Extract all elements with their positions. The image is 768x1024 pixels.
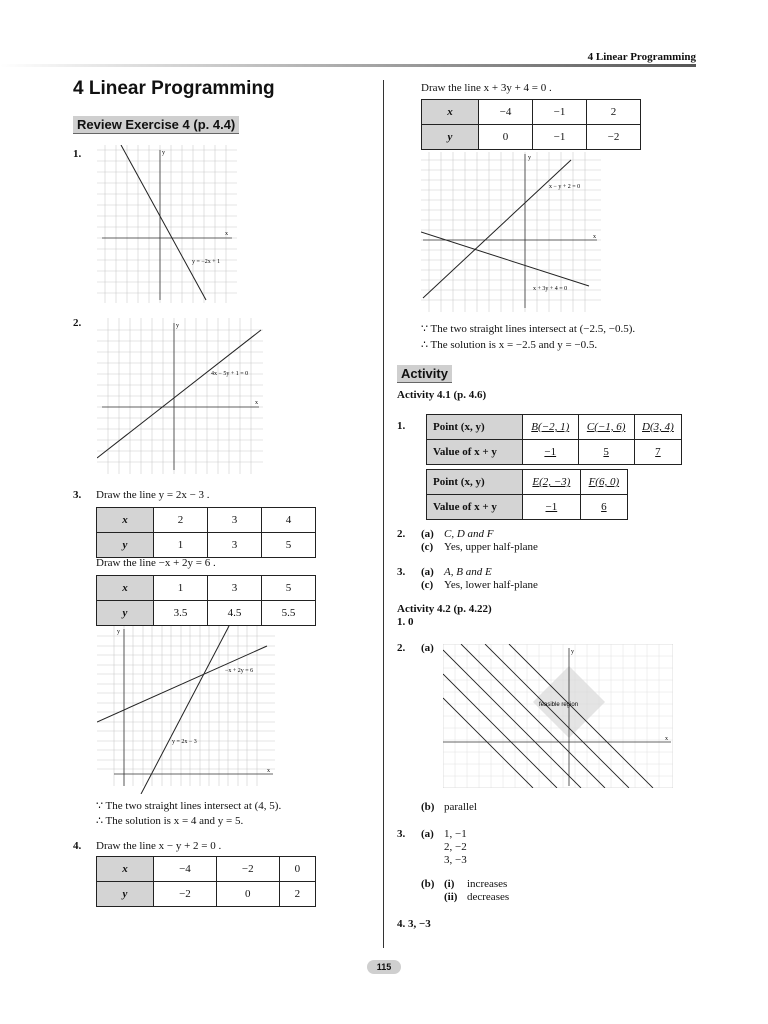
review-heading: Review Exercise 4 (p. 4.4) [73, 116, 239, 134]
svg-text:y: y [117, 629, 120, 635]
q3-since: ∵ The two straight lines intersect at (4, 5). [96, 800, 282, 812]
q4-draw1: Draw the line x − y + 2 = 0 . [96, 840, 222, 852]
svg-text:x: x [225, 231, 228, 237]
q3-number: 3. [73, 489, 82, 501]
a41-table2: Point (x, y) E(2, −3) F(6, 0) Value of x + y −1 6 [426, 469, 628, 520]
running-header: 4 Linear Programming [587, 51, 696, 63]
a42-q2-b-text: parallel [444, 801, 477, 813]
q4-since: ∵ The two straight lines intersect at (−2.5, −0.5). [421, 323, 636, 335]
column-divider [383, 80, 384, 948]
activity-41-title: Activity 4.1 (p. 4.6) [397, 389, 487, 401]
a41-q1-number: 1. [397, 420, 406, 432]
a42-q3-bii-text: decreases [467, 891, 510, 903]
page-title: 4 Linear Programming [73, 78, 275, 99]
a42-q3-b: (b) [421, 878, 435, 890]
a41-table1: Point (x, y) B(−2, 1) C(−1, 6) D(3, 4) Value of x + y −1 5 7 [426, 414, 682, 465]
q3-graph [97, 626, 275, 794]
q4-label1: x − y + 2 = 0 [549, 184, 581, 190]
q4-label2: x + 3y + 4 = 0 [533, 286, 568, 292]
q1-line-label: y = −2x + 1 [192, 259, 221, 265]
a41-q3-number: 3. [397, 566, 406, 578]
q4-therefore: ∴ The solution is x = −2.5 and y = −0.5. [421, 339, 598, 351]
a41-q2-number: 2. [397, 528, 406, 540]
q3-draw2: Draw the line −x + 2y = 6 . [96, 557, 216, 569]
q2-number: 2. [73, 317, 82, 329]
svg-text:y: y [528, 155, 531, 161]
svg-text:y: y [162, 150, 165, 156]
q3-therefore: ∴ The solution is x = 4 and y = 5. [96, 815, 244, 827]
q3-table1: x 2 3 4 y 1 3 5 [96, 507, 316, 558]
a41-q2-c: (c) [421, 541, 434, 553]
q4-table1: x −4 −2 0 y −2 0 2 [96, 856, 316, 907]
q1-number: 1. [73, 148, 82, 160]
svg-text:x: x [593, 234, 596, 240]
q2-line-label: 4x − 5y + 1 = 0 [211, 371, 249, 377]
a41-q3-a-text: A, B and E [444, 566, 492, 578]
svg-text:y: y [176, 323, 179, 329]
a42-q1: 1. 0 [397, 616, 414, 628]
q3-label2: y = 2x − 3 [172, 739, 197, 745]
a41-q2-a-text: C, D and F [444, 528, 494, 540]
a42-q2-b: (b) [421, 801, 435, 813]
a42-q3-line1: 1, −1 [444, 828, 467, 840]
activity-42-title: Activity 4.2 (p. 4.22) [397, 603, 492, 615]
svg-text:x: x [665, 736, 668, 742]
a41-q2-a: (a) [421, 528, 434, 540]
a42-q3-line2: 2, −2 [444, 841, 467, 853]
header-rule [0, 64, 696, 67]
a42-q4: 4. 3, −3 [397, 918, 431, 930]
q4-number: 4. [73, 840, 82, 852]
a41-q3-c: (c) [421, 579, 434, 591]
a42-q3-bi-text: increases [467, 878, 508, 890]
q3-draw1: Draw the line y = 2x − 3 . [96, 489, 210, 501]
a42-q2-number: 2. [397, 642, 406, 654]
q3-table2: x 1 3 5 y 3.5 4.5 5.5 [96, 575, 316, 626]
a42-q3-bi: (i) [444, 878, 455, 890]
a42-q3-number: 3. [397, 828, 406, 840]
a41-q3-a: (a) [421, 566, 434, 578]
a42-q3-a: (a) [421, 828, 434, 840]
a42-q3-line3: 3, −3 [444, 854, 467, 866]
page-number: 115 [367, 960, 401, 974]
q1-graph [97, 145, 237, 303]
a42-q3-bii: (ii) [444, 891, 458, 903]
q3-label1: −x + 2y = 6 [225, 668, 254, 674]
svg-text:x: x [255, 400, 258, 406]
a42-q2-a: (a) [421, 642, 434, 654]
activity-heading: Activity [397, 365, 452, 383]
svg-text:y: y [571, 649, 574, 655]
q4-table2: x −4 −1 2 y 0 −1 −2 [421, 99, 641, 150]
a41-q2-c-text: Yes, upper half-plane [444, 541, 538, 553]
a42-graph [443, 644, 673, 788]
q4-draw2: Draw the line x + 3y + 4 = 0 . [421, 82, 552, 94]
a41-q3-c-text: Yes, lower half-plane [444, 579, 538, 591]
feasible-region-label: feasible region [539, 702, 579, 708]
q2-graph [97, 318, 263, 474]
q4-graph [421, 152, 601, 312]
svg-text:x: x [267, 768, 270, 774]
